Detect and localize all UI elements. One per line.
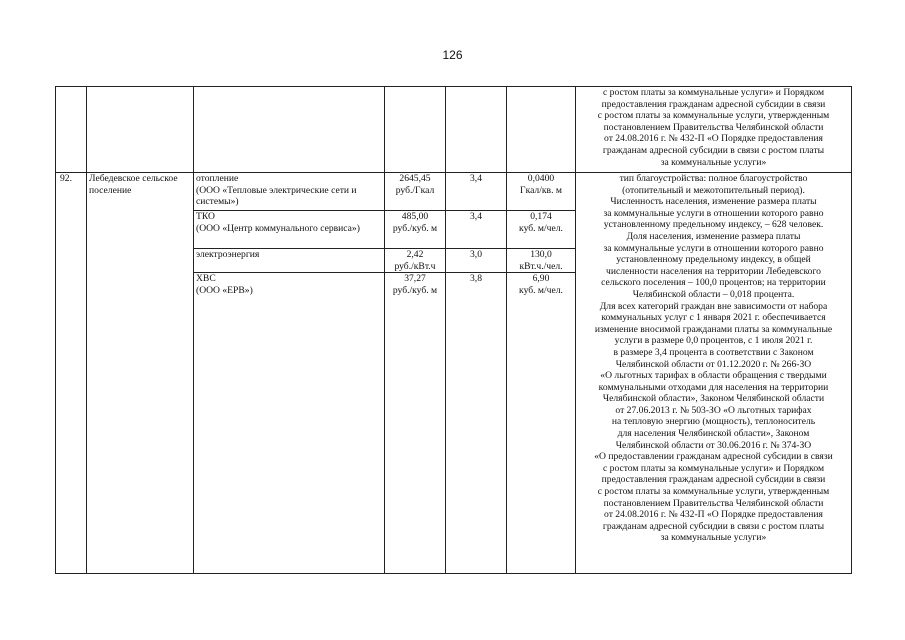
service-tariff: 485,00 руб./куб. м	[385, 211, 446, 249]
settlement-name: Лебедевское сельское поселение	[87, 173, 194, 574]
entry-description: тип благоустройства: полное благоустройство (отопительный и межотопительный период). Численность населения, изменение размера платы за коммунальные услуги в отношении которого равно установленному предельному индексу, – 628 человек. Доля населения, изменение размера платы за коммунальные услуги в отношении которого равно установленному предельному индексу, в общей численности населения на территории Лебедевского сельского поселения – 100,0 процентов; на территории Челябинской области – 0,018 процента. Для всех категорий граждан вне зависимости от набора коммунальных услуг с 1 января 2021 г. обеспечивается изменение вносимой гражданами платы за коммунальные услуги в размере 0,0 процентов, с 1 июля 2021 г. в размере 3,4 процента в соответствии с Законом Челябинской области от 01.12.2020 г. № 266-ЗО «О льготных тарифах в области обращения с твердыми коммунальными отходами для населения на территории Челябинской области», Законом Челябинской области от 27.06.2013 г. № 503-ЗО «О льготных тарифах на тепловую энергию (мощность), теплоноситель для населения Челябинской области», Законом Челябинской области от 30.06.2016 г. № 374-ЗО «О предоставлении гражданам адресной субсидии в связи с ростом платы за коммунальные услуги» и Порядком предоставления гражданам адресной субсидии в связи с ростом платы за коммунальные услуги, утвержденным постановлением Правительства Челябинской области от 24.08.2016 г. № 432-П «О Порядке предоставления гражданам адресной субсидии в связи с ростом платы за коммунальные услуги»	[576, 173, 852, 574]
service-tariff: 37,27 руб./куб. м	[385, 273, 446, 574]
empty-cell	[56, 87, 87, 173]
continued-row	[56, 87, 852, 173]
empty-cell	[507, 87, 576, 173]
service-tariff: 2645,45 руб./Гкал	[385, 173, 446, 211]
page-number: 126	[442, 48, 463, 62]
empty-cell	[87, 87, 194, 173]
service-norm: 0,0400 Гкал/кв. м	[507, 173, 576, 211]
service-norm: 6,90 куб. м/чел.	[507, 273, 576, 574]
table-row	[56, 173, 852, 211]
service-name: отопление (ООО «Тепловые электрические сети и системы»)	[194, 173, 385, 211]
entry-number: 92.	[56, 173, 87, 574]
service-name: ХВС (ООО «ЕРВ»)	[194, 273, 385, 574]
service-norm: 130,0 кВт.ч./чел.	[507, 249, 576, 273]
empty-cell	[385, 87, 446, 173]
empty-cell	[194, 87, 385, 173]
service-index: 3,4	[446, 173, 507, 211]
service-index: 3,4	[446, 211, 507, 249]
service-name: ТКО (ООО «Центр коммунального сервиса»)	[194, 211, 385, 249]
service-index: 3,0	[446, 249, 507, 273]
service-index: 3,8	[446, 273, 507, 574]
service-tariff: 2,42 руб./кВт.ч	[385, 249, 446, 273]
service-norm: 0,174 куб. м/чел.	[507, 211, 576, 249]
service-name: электроэнергия	[194, 249, 385, 273]
document-table	[55, 86, 852, 574]
empty-cell	[446, 87, 507, 173]
continued-description: с ростом платы за коммунальные услуги» и Порядком предоставления гражданам адресной субсидии в связи с ростом платы за коммунальные услуги, утвержденным постановлением Правительства Челябинской области от 24.08.2016 г. № 432-П «О Порядке предоставления гражданам адресной субсидии в связи с ростом платы за коммунальные услуги»	[576, 87, 852, 173]
